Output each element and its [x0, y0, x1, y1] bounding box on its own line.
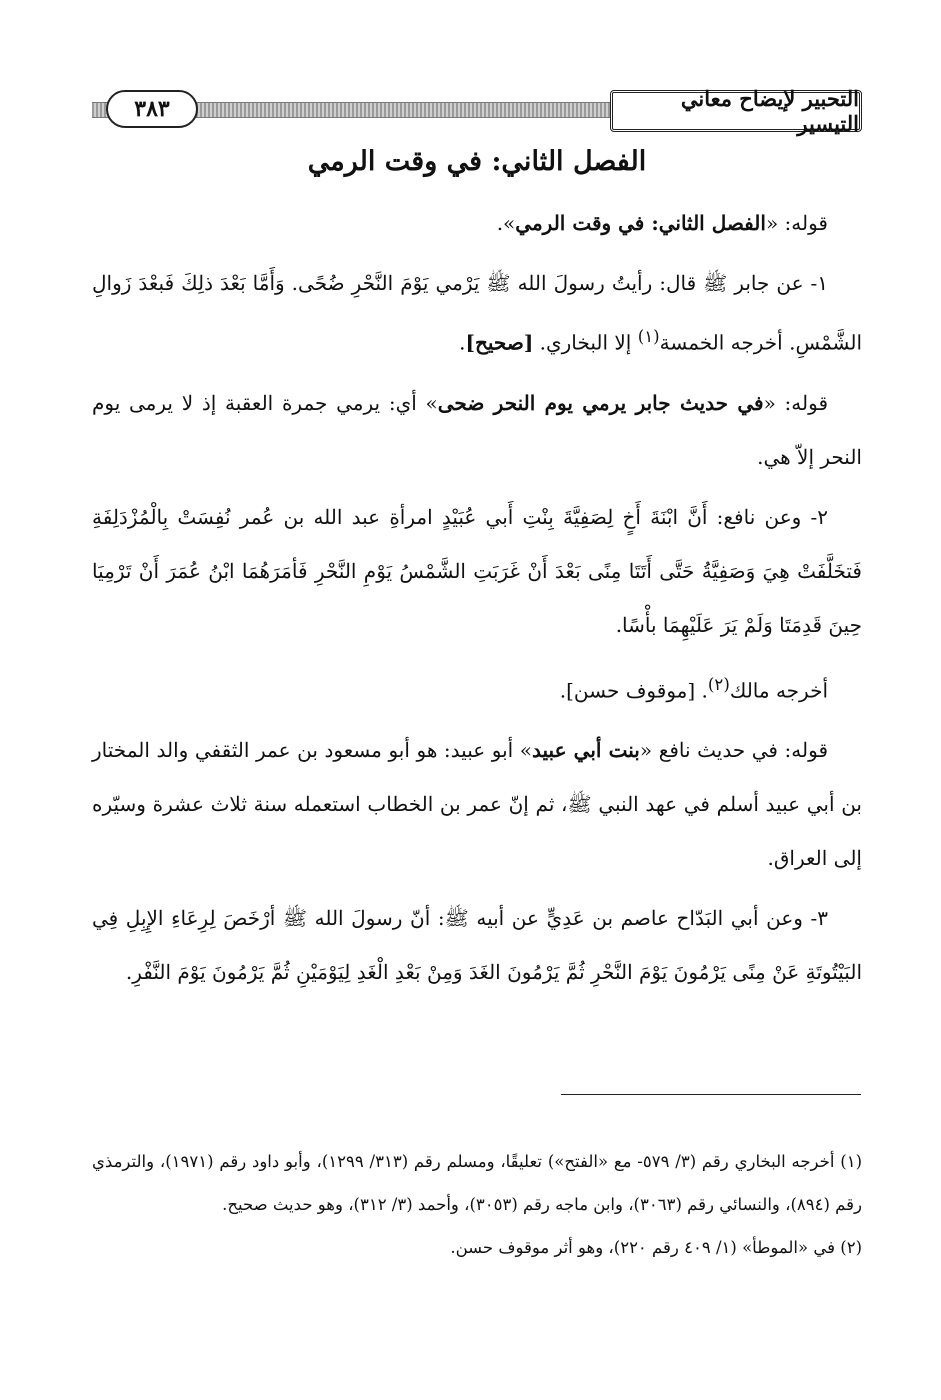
- text: » أي: يرمي جمرة العقبة إذ لا يرمى يوم النحر إلاّ هي.: [92, 390, 862, 469]
- footnote-ref-2: (٢): [707, 674, 730, 694]
- commentary-1: [92, 376, 862, 484]
- footnotes: [92, 1140, 862, 1269]
- footnote-2: (٢) في «الموطأ» (١/ ٤٠٩ رقم ٢٢٠)، وهو أثر موقوف حسن.: [450, 1238, 862, 1257]
- text: قوله: «: [765, 211, 828, 235]
- grade: [صحيح]: [465, 330, 534, 355]
- text: إلا البخاري.: [533, 330, 638, 355]
- text: .: [459, 330, 466, 355]
- footnote-ref-1: (١): [637, 327, 660, 346]
- quoted-phrase: بنت أبي عبيد: [532, 738, 640, 763]
- text: . [موقوف حسن].: [559, 678, 708, 703]
- text: أخرجه مالك: [729, 678, 828, 703]
- hadith-text: ١- عن جابر ﷺ قال: رأيتُ رسولَ الله ﷺ يَرْمي يَوْمَ النَّحْرِ ضُحًى. وَأَمَّا بَعْدَ ذلِكَ فَبعْدَ زَوالِ الشَّمْسِ. أخرجه الخمسة: [92, 271, 862, 355]
- text: ».: [496, 211, 516, 235]
- page-number: ٣٨٣: [106, 90, 198, 128]
- text: قوله: «: [763, 390, 829, 415]
- book-title: التحبير لإيضاح معاني التيسير: [610, 90, 862, 132]
- hadith-1: [92, 256, 862, 370]
- quoted-phrase: في حديث جابر يرمي يوم النحر ضحى: [437, 390, 764, 415]
- paragraph-1: [92, 196, 862, 250]
- hadith-3: [92, 891, 862, 999]
- hadith-2-source: [92, 658, 862, 718]
- footnote-1: (١) أخرجه البخاري رقم (٣/ ٥٧٩- مع «الفتح») تعليقًا، ومسلم رقم (٣١٣/ ١٢٩٩)، وأبو داود رقم (١٩٧١)، والترمذي رقم (٨٩٤)، والنسائي رقم (٣٠٦٣)، وابن ماجه رقم (٣٠٥٣)، وأحمد (٣/ ٣١٢)، وهو حديث صحيح.: [92, 1152, 863, 1214]
- quoted-heading: الفصل الثاني: في وقت الرمي: [515, 211, 766, 235]
- footnote-divider: [561, 1094, 861, 1095]
- text: قوله: في حديث نافع «: [639, 738, 828, 763]
- hadith-2: [92, 490, 862, 652]
- main-text: [92, 196, 862, 1005]
- hadith-text: ٣- وعن أبي البَدّاح عاصم بن عَدِيٍّ عن أبيه ﷺ: أنّ رسولَ الله ﷺ أرْخَصَ لِرِعَاءِ الإِبِلِ فِي البَيْتُوتَةِ عَنْ مِنًى يَرْمُونَ يَوْمَ النَّحْرِ ثُمَّ يَرْمُونَ الغَدَ وَمِنْ بَعْدِ الْغَدِ لِيَوْمَيْنِ ثُمَّ يَرْمُونَ يَوْمَ النَّفْرِ.: [92, 906, 862, 985]
- commentary-2: [92, 723, 862, 885]
- chapter-title: الفصل الثاني: في وقت الرمي: [307, 146, 647, 177]
- running-header: [92, 88, 862, 134]
- text: » أبو عبيد: هو أبو مسعود بن عمر الثقفي والد المختار بن أبي عبيد أسلم في عهد النبي ﷺ، ثم إنّ عمر بن الخطاب استعمله سنة ثلاث عشرة وسيّره إلى العراق.: [92, 738, 862, 871]
- hadith-text: ٢- وعن نافع: أَنَّ ابْنَةَ أَخٍ لِصَفِيَّةَ بِنْتِ أَبي عُبَيْدٍ امرأةِ عبد الله بن عُمر نُفِسَتْ بِالْمُزْدَلِفَةِ فَتخَلَّفَتْ هِيَ وَصَفِيَّةُ حَتَّى أَتَتَا مِنًى بَعْدَ أَنْ غَرَبَتِ الشَّمْسُ يَوْمِ النَّحْرِ فَأمَرَهُمَا ابْنُ عُمَرَ أَنْ تَرْمِيَا حِينَ قَدِمَتَا وَلَمْ يَرَ عَلَيْهِمَا بأْسًا.: [92, 504, 862, 637]
